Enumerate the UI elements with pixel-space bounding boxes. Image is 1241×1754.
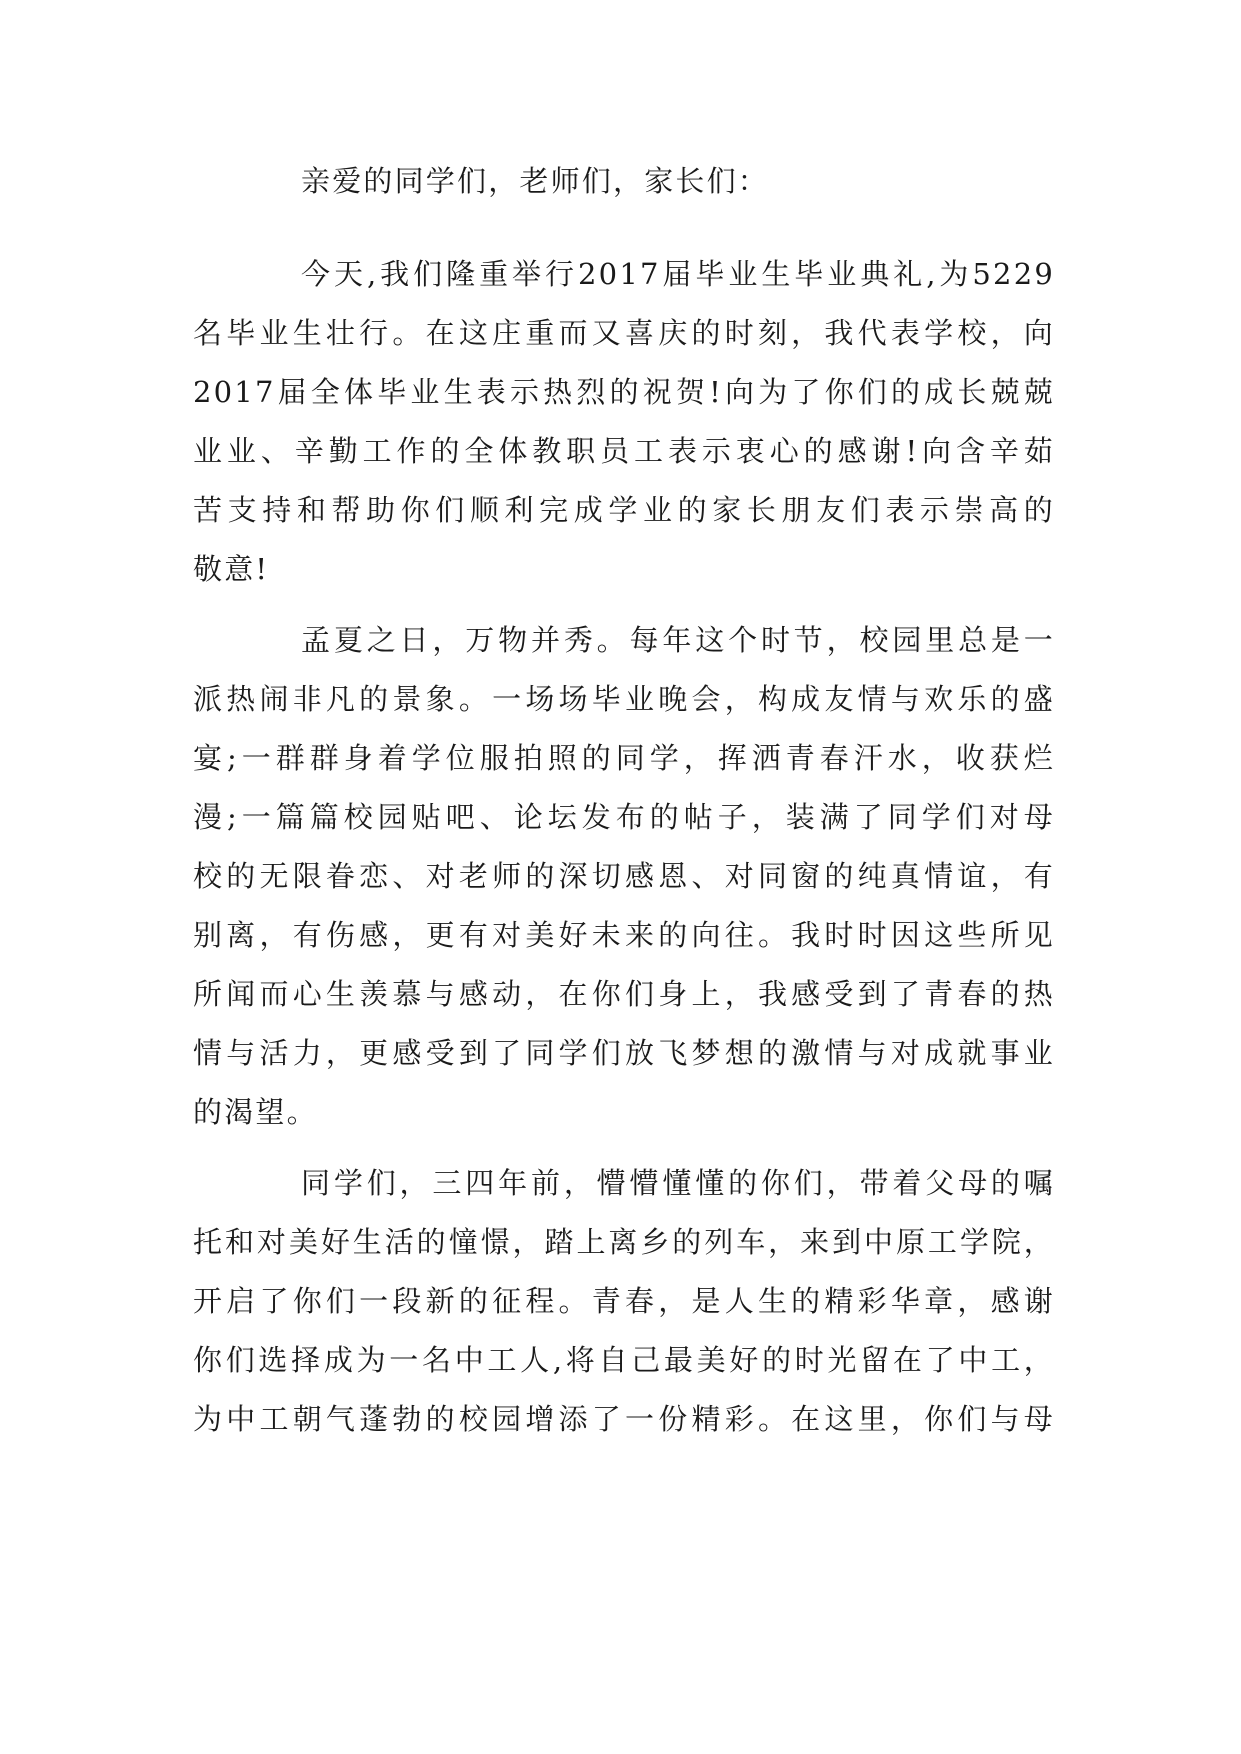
paragraph-line: 业业、辛勤工作的全体教职员工表示衷心的感谢!向含辛茹 (193, 434, 1055, 468)
paragraph-line: 校的无限眷恋、对老师的深切感恩、对同窗的纯真情谊，有 (193, 859, 1055, 893)
paragraph-3 (193, 1154, 1055, 1449)
paragraph-line: 托和对美好生活的憧憬，踏上离乡的列车，来到中原工学院， (193, 1225, 1055, 1259)
paragraph-line: 同学们，三四年前，懵懵懂懂的你们，带着父母的嘱 (301, 1166, 1055, 1200)
paragraph-line: 情与活力，更感受到了同学们放飞梦想的激情与对成就事业 (193, 1036, 1055, 1070)
paragraph-line: 所闻而心生羡慕与感动，在你们身上，我感受到了青春的热 (193, 977, 1055, 1011)
paragraph-line: 苦支持和帮助你们顺利完成学业的家长朋友们表示崇高的 (193, 493, 1055, 527)
paragraph-line: 你们选择成为一名中工人,将自己最美好的时光留在了中工， (193, 1343, 1055, 1377)
paragraph-line: 开启了你们一段新的征程。青春，是人生的精彩华章，感谢 (193, 1284, 1055, 1318)
salutation-line: 亲爱的同学们，老师们，家长们： (301, 164, 770, 198)
paragraph-line: 今天,我们隆重举行2017届毕业生毕业典礼,为5229 (301, 257, 1055, 291)
paragraph-1 (193, 245, 1055, 599)
paragraph-line: 的渴望。 (193, 1095, 318, 1129)
paragraph-line: 孟夏之日，万物并秀。每年这个时节，校园里总是一 (301, 623, 1055, 657)
paragraph-line: 宴;一群群身着学位服拍照的同学，挥洒青春汗水，收获烂 (193, 741, 1055, 775)
paragraph-2 (193, 611, 1055, 1142)
paragraph-line: 名毕业生壮行。在这庄重而又喜庆的时刻，我代表学校，向 (193, 316, 1055, 350)
paragraph-line: 敬意! (193, 552, 270, 586)
paragraph-line: 派热闹非凡的景象。一场场毕业晚会，构成友情与欢乐的盛 (193, 682, 1055, 716)
salutation (193, 152, 1055, 211)
paragraph-line: 2017届全体毕业生表示热烈的祝贺!向为了你们的成长兢兢 (193, 375, 1055, 409)
paragraph-line: 为中工朝气蓬勃的校园增添了一份精彩。在这里，你们与母 (193, 1402, 1055, 1436)
paragraph-line: 漫;一篇篇校园贴吧、论坛发布的帖子，装满了同学们对母 (193, 800, 1055, 834)
paragraph-line: 别离，有伤感，更有对美好未来的向往。我时时因这些所见 (193, 918, 1055, 952)
